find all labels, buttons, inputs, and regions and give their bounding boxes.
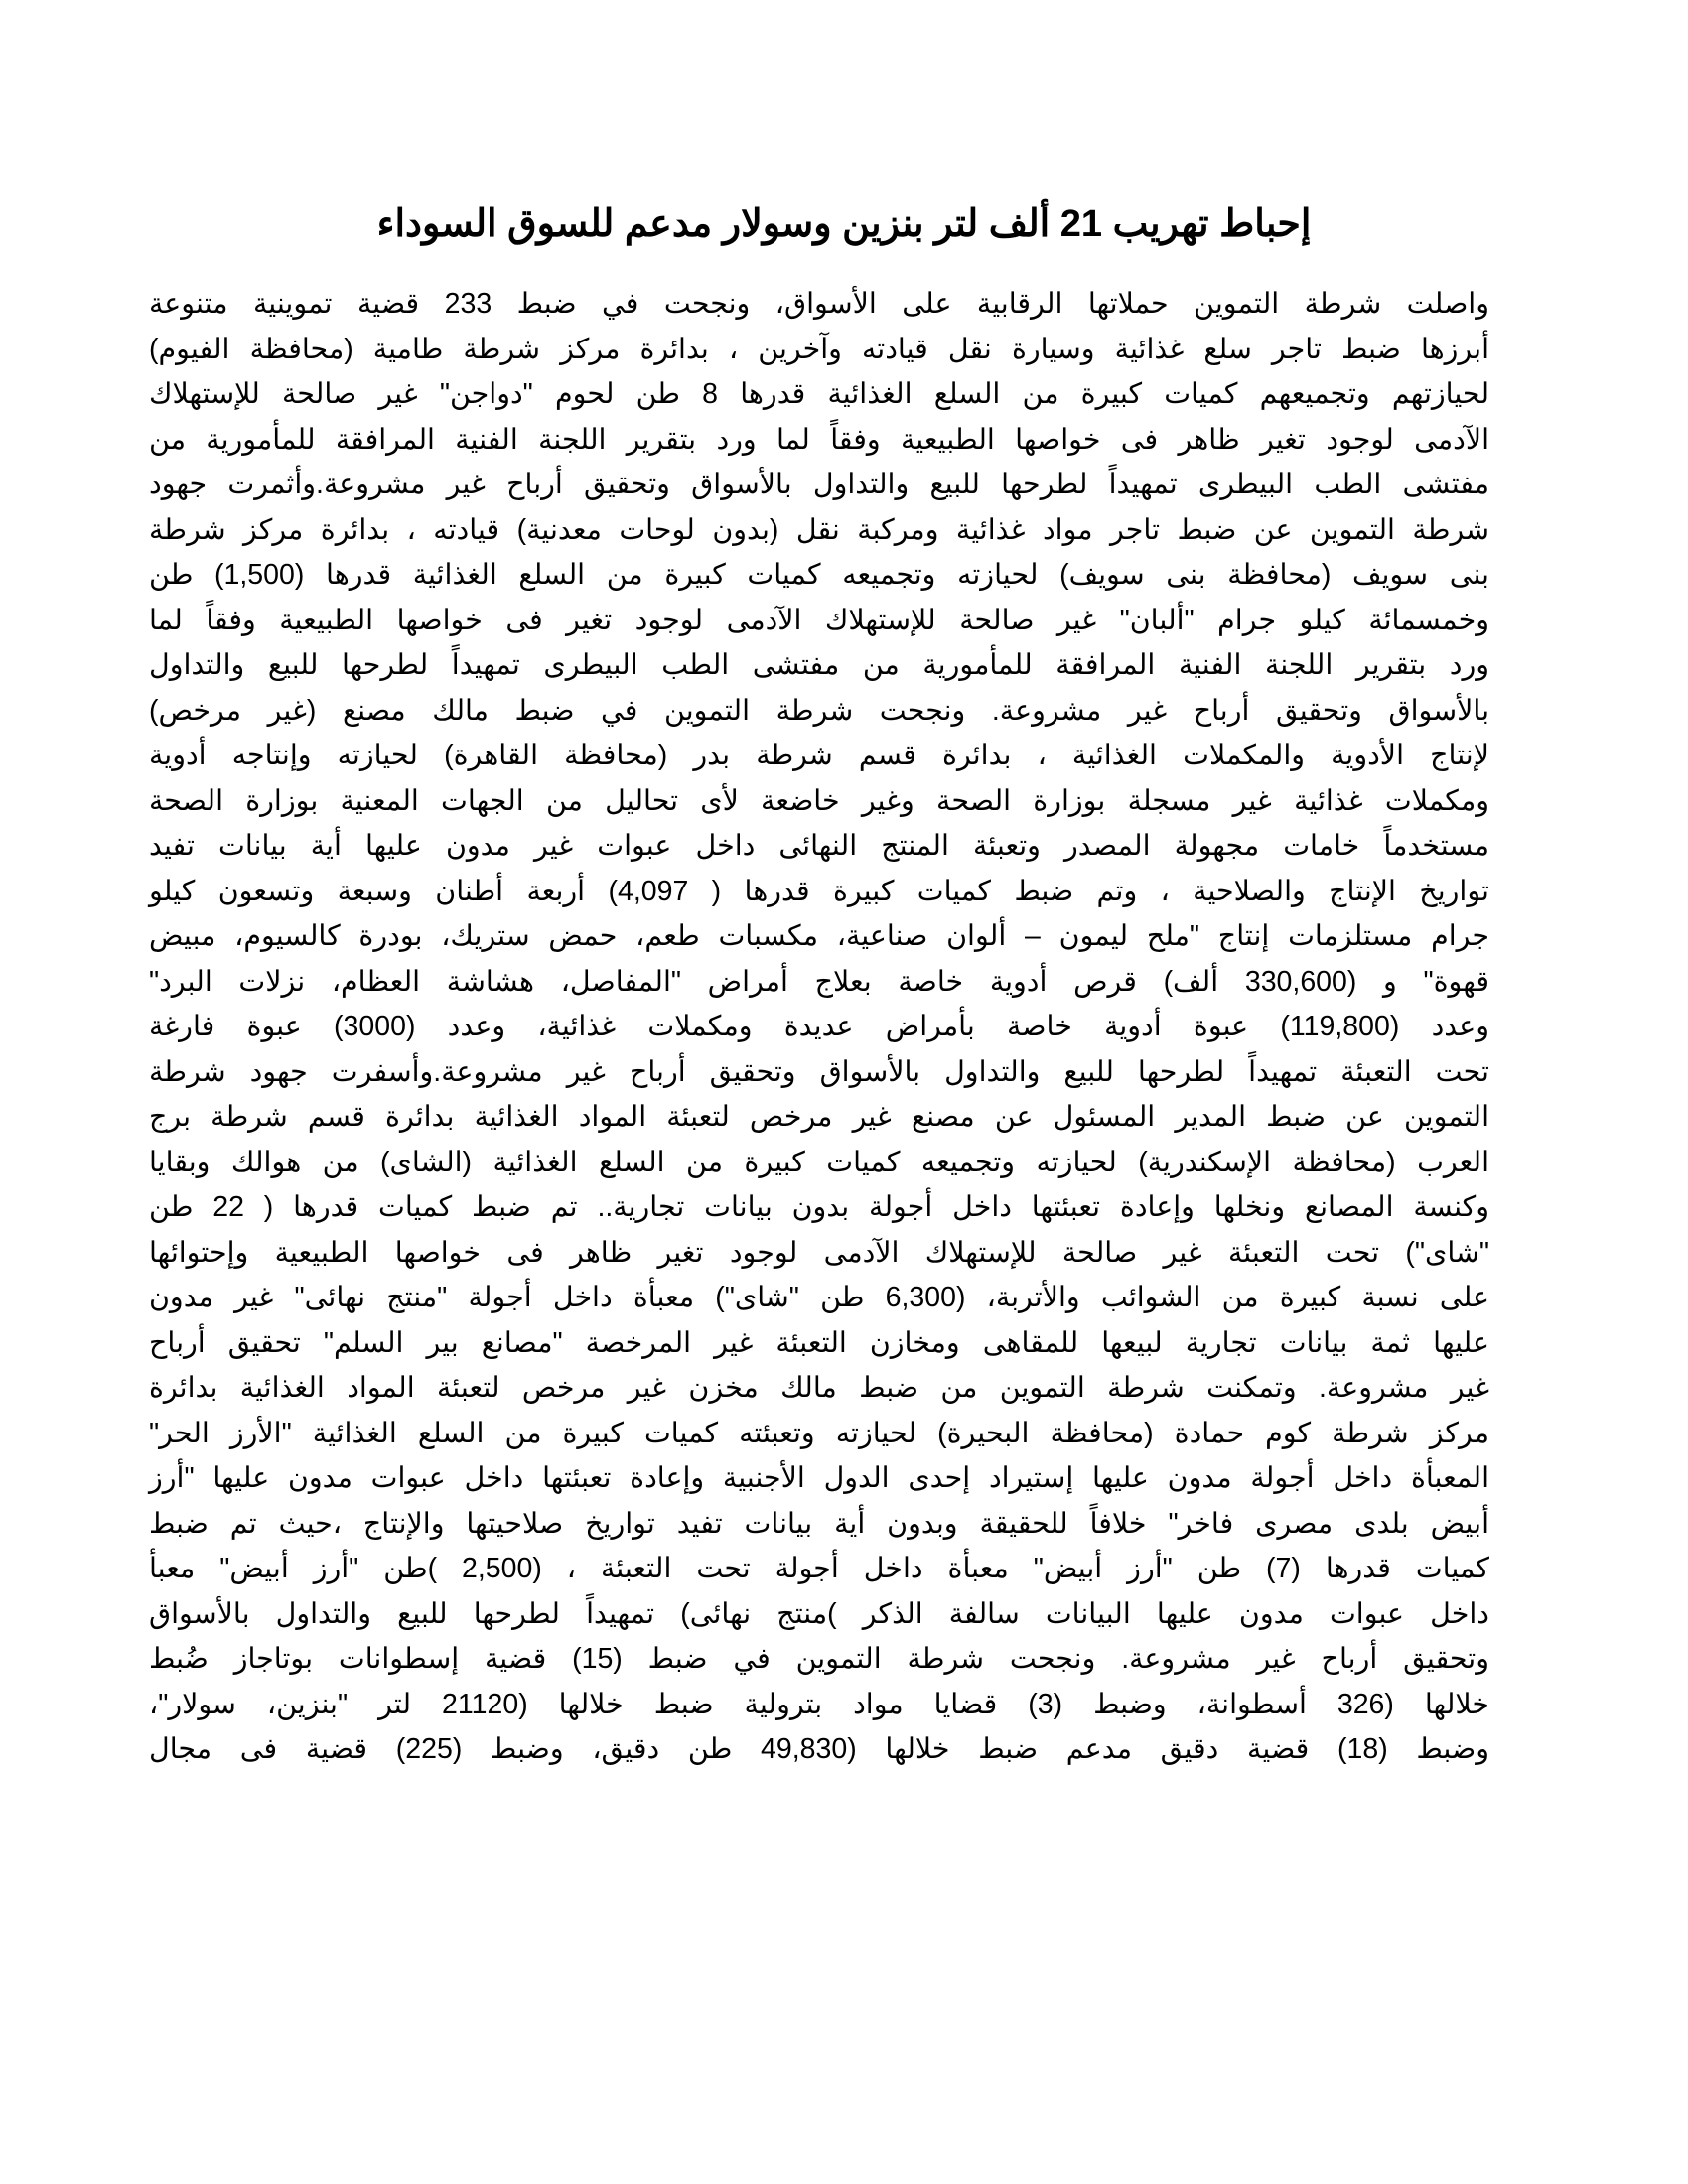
- body-text-line: وتحقيق أرباح غير مشروعة. ونجحت شرطة التموين في ضبط (15) قضية إسطوانات بوتاجاز ضُبط: [149, 1643, 1489, 1675]
- body-text-line: وضبط (18) قضية دقيق مدعم ضبط خلالها (49,830 طن دقيق، وضبط (225) قضية فى مجال: [149, 1733, 1489, 1765]
- body-text-line: تحت التعبئة تمهيداً لطرحها للبيع والتداول بالأسواق وتحقيق أرباح غير مشروعة.وأسفرت جهود شرطة: [149, 1055, 1489, 1088]
- body-text-line: مستخدماً خامات مجهولة المصدر وتعبئة المنتج النهائى داخل عبوات غير مدون عليها أية بيانات تفيد: [149, 830, 1489, 862]
- article-body: [149, 282, 1489, 1773]
- article-title: إحباط تهريب 21 ألف لتر بنزين وسولار مدعم للسوق السوداء: [376, 204, 1312, 245]
- body-text-line: لإنتاج الأدوية والمكملات الغذائية ، بدائرة قسم شرطة بدر (محافظة القاهرة) لحيازته وإنتاجه أدوية: [149, 740, 1489, 771]
- body-text-line: وعدد (119,800) عبوة أدوية خاصة بأمراض عديدة ومكملات غذائية، وعدد (3000) عبوة فارغة: [149, 1011, 1489, 1042]
- body-text-line: مركز شرطة كوم حمادة (محافظة البحيرة) لحيازته وتعبئته كميات كبيرة من السلع الغذائية "الأرز الحر": [149, 1417, 1489, 1449]
- body-text-line: داخل عبوات مدون عليها البيانات سالفة الذكر )منتج نهائى) تمهيداً لطرحها للبيع والتداول بالأسواق: [149, 1597, 1489, 1630]
- body-text-line: ورد بتقرير اللجنة الفنية المرافقة للمأمورية من مفتشى الطب البيطرى تمهيداً لطرحها للبيع والتداول: [149, 649, 1489, 681]
- body-text-line: واصلت شرطة التموين حملاتها الرقابية على الأسواق، ونجحت في ضبط 233 قضية تموينية متنوعة: [149, 288, 1489, 320]
- body-text-line: وكنسة المصانع ونخلها وإعادة تعبئتها داخل أجولة بدون بيانات تجارية.. تم ضبط كميات قدرها ( 22 طن: [149, 1191, 1490, 1223]
- body-text-line: العرب (محافظة الإسكندرية) لحيازته وتجميعه كميات كبيرة من السلع الغذائية (الشاى) من هوالك وبقايا: [149, 1146, 1489, 1178]
- body-text-line: كميات قدرها (7) طن "أرز أبيض" معبأة داخل أجولة تحت التعبئة ، (2,500 )طن "أرز أبيض" معبأ: [149, 1553, 1489, 1584]
- body-text-line: غير مشروعة. وتمكنت شرطة التموين من ضبط مالك مخزن غير مرخص لتعبئة المواد الغذائية بدائرة: [149, 1372, 1489, 1404]
- body-text-line: "شاى") تحت التعبئة غير صالحة للإستهلاك الآدمى لوجود تغير ظاهر فى خواصها الطبيعية وإحتوائها: [149, 1236, 1489, 1269]
- body-text-line: الآدمى لوجود تغير ظاهر فى خواصها الطبيعية وفقاً لما ورد بتقرير اللجنة الفنية المرافقة للمأمورية من: [149, 423, 1489, 456]
- body-text-line: قهوة" و (330,600 ألف) قرص أدوية خاصة بعلاج أمراض "المفاصل، هشاشة العظام، نزلات البرد": [149, 965, 1490, 998]
- body-text-line: خلالها (326 أسطوانة، وضبط (3) قضايا مواد بترولية ضبط خلالها (21120 لتر "بنزين، سولار"،: [149, 1688, 1490, 1720]
- body-text-line: على نسبة كبيرة من الشوائب والأتربة، (6,300 طن "شاى") معبأة داخل أجولة "منتج نهائى" غير مدون: [149, 1282, 1490, 1313]
- body-text-line: التموين عن ضبط المدير المسئول عن مصنع غير مرخص لتعبئة المواد الغذائية بدائرة قسم شرطة برج: [149, 1101, 1489, 1133]
- body-text-line: شرطة التموين عن ضبط تاجر مواد غذائية ومركبة نقل (بدون لوحات معدنية) قيادته ، بدائرة مركز شرطة: [149, 513, 1489, 546]
- body-text-line: جرام مستلزمات إنتاج "ملح ليمون – ألوان صناعية، مكسبات طعم، حمض ستريك، بودرة كالسيوم، مبيض: [149, 920, 1489, 952]
- body-text-line: المعبأة داخل أجولة مدون عليها إستيراد إحدى الدول الأجنبية وإعادة تعبئتها داخل عبوات مدون عليها "أرز: [149, 1462, 1489, 1494]
- body-text-line: بالأسواق وتحقيق أرباح غير مشروعة. ونجحت شرطة التموين في ضبط مالك مصنع (غير مرخص): [149, 694, 1489, 727]
- body-text-line: وخمسمائة كيلو جرام "ألبان" غير صالحة للإستهلاك الآدمى لوجود تغير فى خواصها الطبيعية وفقاً لما: [149, 604, 1489, 636]
- body-text-line: لحيازتهم وتجميعهم كميات كبيرة من السلع الغذائية قدرها 8 طن لحوم "دواجن" غير صالحة للإستهلاك: [149, 378, 1490, 410]
- body-text-line: أبرزها ضبط تاجر سلع غذائية وسيارة نقل قيادته وآخرين ، بدائرة مركز شرطة طامية (محافظة الفيوم): [149, 333, 1489, 365]
- body-text-line: مفتشى الطب البيطرى تمهيداً لطرحها للبيع والتداول بالأسواق وتحقيق أرباح غير مشروعة.وأثمرت جهود: [149, 469, 1489, 500]
- body-text-line: ومكملات غذائية غير مسجلة بوزارة الصحة وغير خاضعة لأى تحاليل من الجهات المعنية بوزارة الصحة: [149, 784, 1489, 817]
- body-text-line: تواريخ الإنتاج والصلاحية ، وتم ضبط كميات كبيرة قدرها ( 4,097) أربعة أطنان وسبعة وتسعون كيلو: [149, 875, 1489, 907]
- body-text-line: بنى سويف (محافظة بنى سويف) لحيازته وتجميعه كميات كبيرة من السلع الغذائية قدرها (1,500) طن: [149, 559, 1489, 591]
- body-text-line: أبيض بلدى مصرى فاخر" خلافاً للحقيقة وبدون أية بيانات تفيد تواريخ صلاحيتها والإنتاج ،حيث تم ضبط: [149, 1507, 1489, 1540]
- body-text-line: عليها ثمة بيانات تجارية لبيعها للمقاهى ومخازن التعبئة غير المرخصة "مصانع بير السلم" تحقيق أرباح: [149, 1326, 1489, 1359]
